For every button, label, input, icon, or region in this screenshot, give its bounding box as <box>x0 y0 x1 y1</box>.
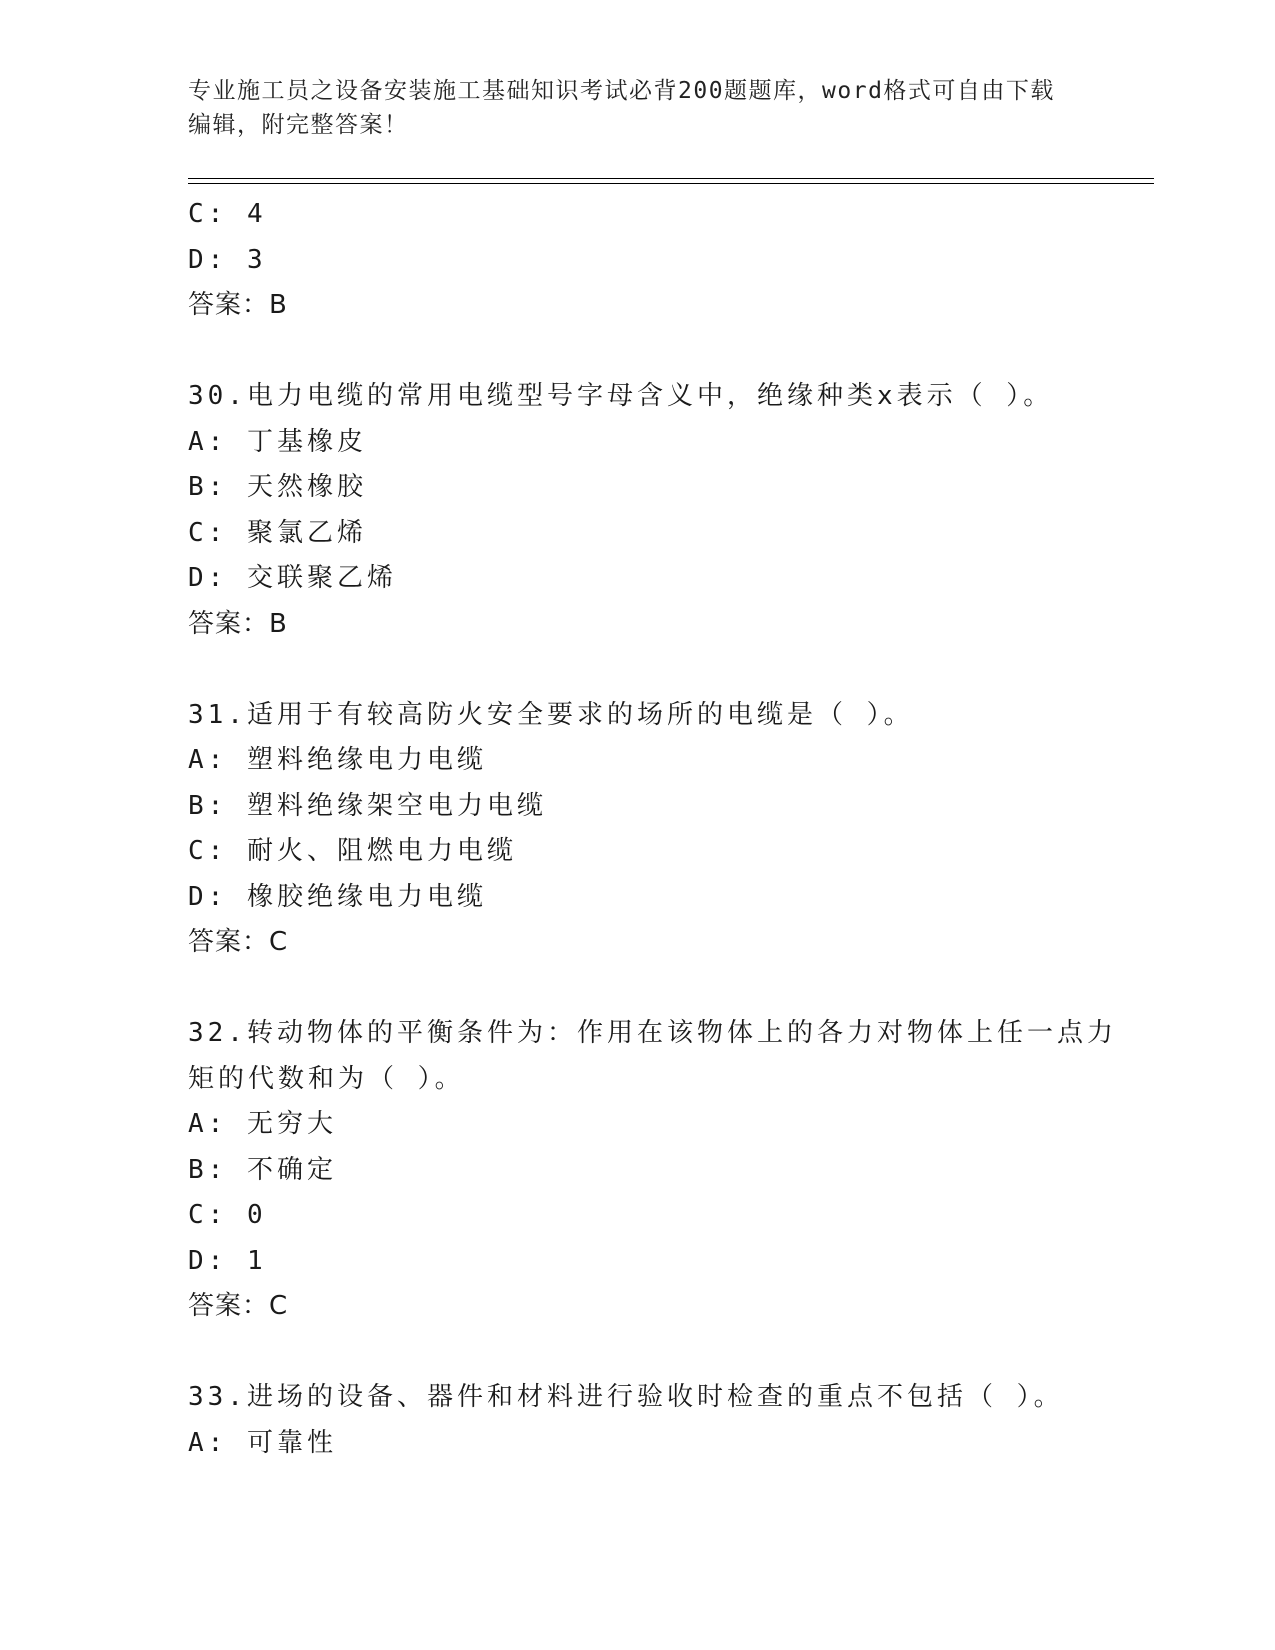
question-text: 32.转动物体的平衡条件为：作用在该物体上的各力对物体上任一点力 <box>188 1018 1117 1048</box>
question-continuation <box>188 192 1154 329</box>
question-text: 33.进场的设备、器件和材料进行验收时检查的重点不包括（ ）。 <box>188 1382 1064 1412</box>
question-gap <box>188 966 1154 1012</box>
option-a: A: 可靠性 <box>188 1427 337 1458</box>
question-gap <box>188 1330 1154 1376</box>
option-b: B: 天然橡胶 <box>188 472 367 502</box>
question-33 <box>188 1375 1154 1466</box>
option-a: A: 丁基橡皮 <box>188 426 367 457</box>
answer-line: 答案：B <box>188 608 288 639</box>
option-d: D: 3 <box>188 244 267 275</box>
option-c: C: 耐火、阻燃电力电缆 <box>188 836 517 866</box>
answer-line: 答案：C <box>188 1291 289 1321</box>
header-divider-bottom <box>188 183 1154 184</box>
option-c: C: 聚氯乙烯 <box>188 517 367 548</box>
option-b: B: 不确定 <box>188 1154 337 1185</box>
option-d: D: 1 <box>188 1245 267 1276</box>
option-a: A: 塑料绝缘电力电缆 <box>188 745 487 775</box>
option-a: A: 无穷大 <box>188 1109 337 1139</box>
option-b: B: 塑料绝缘架空电力电缆 <box>188 790 547 821</box>
option-c: C: 0 <box>188 1200 267 1230</box>
header-divider-top <box>188 178 1154 179</box>
question-text: 30.电力电缆的常用电缆型号字母含义中，绝缘种类x表示（ ）。 <box>188 381 1054 411</box>
answer-line: 答案：B <box>188 290 288 320</box>
question-31 <box>188 693 1154 966</box>
page-header <box>188 74 1088 142</box>
question-list <box>188 192 1154 1466</box>
question-gap <box>188 647 1154 693</box>
option-c: C: 4 <box>188 199 267 229</box>
option-d: D: 橡胶绝缘电力电缆 <box>188 881 487 912</box>
question-text: 31.适用于有较高防火安全要求的场所的电缆是（ ）。 <box>188 699 914 730</box>
answer-line: 答案：C <box>188 927 289 957</box>
question-text-continued: 矩的代数和为（ ）。 <box>188 1063 465 1094</box>
header-line: 编辑，附完整答案！ <box>188 112 409 138</box>
option-d: D: 交联聚乙烯 <box>188 563 397 593</box>
question-30 <box>188 374 1154 647</box>
question-gap <box>188 329 1154 375</box>
question-32 <box>188 1011 1154 1330</box>
header-line: 专业施工员之设备安装施工基础知识考试必背200题题库，word格式可自由下载 <box>188 78 1055 104</box>
